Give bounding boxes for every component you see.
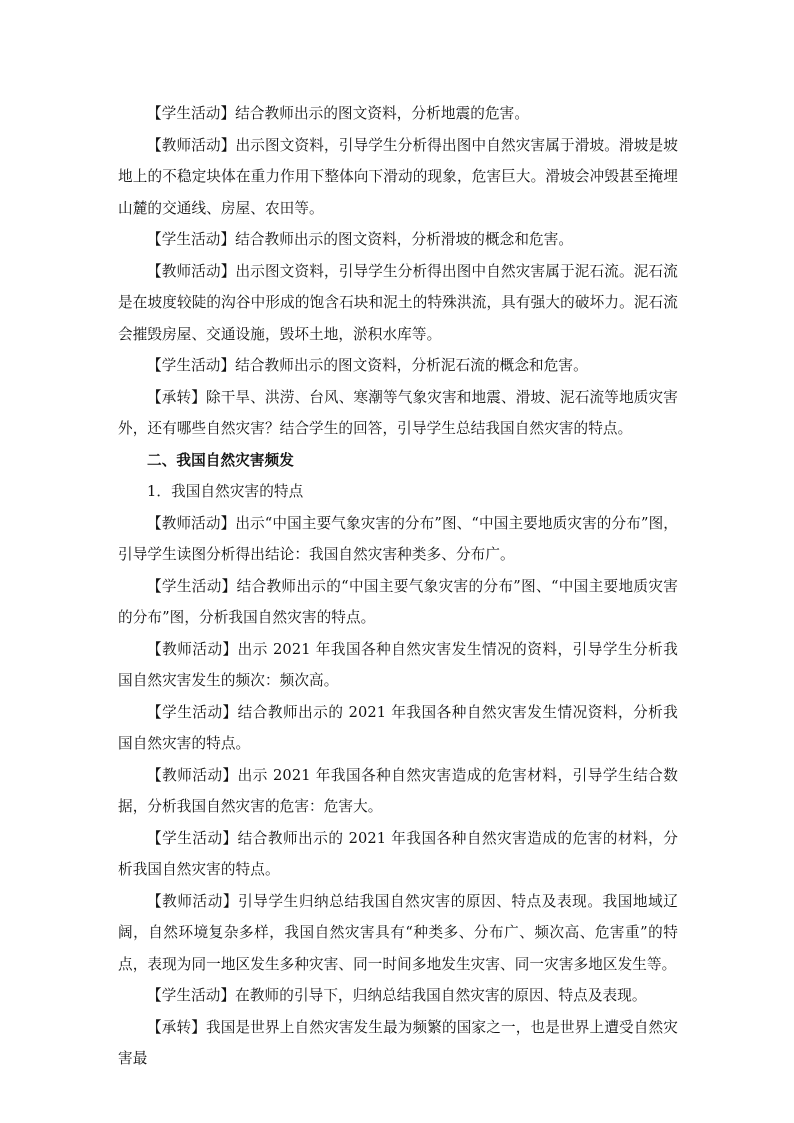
document-body [118,98,678,1075]
paragraph-student-activity-summary: 【学生活动】在教师的引导下，归纳总结我国自然灾害的原因、特点及表现。 [147,987,647,1004]
paragraph-student-activity-damage: 【学生活动】结合教师出示的 2021 年我国各种自然灾害造成的危害的材料，分析我国自然灾害的特点。 [118,829,678,878]
paragraph-student-activity-landslide: 【学生活动】结合教师出示的图文资料，分析滑坡的概念和危害。 [147,231,574,248]
paragraph-student-activity-frequency: 【学生活动】结合教师出示的 2021 年我国各种自然灾害发生情况资料，分析我国自然灾害的特点。 [118,703,678,752]
paragraph-transition-2: 【承转】我国是世界上自然灾害发生最为频繁的国家之一，也是世界上遭受自然灾害最 [118,1018,678,1067]
paragraph-teacher-activity-maps: 【教师活动】出示“中国主要气象灾害的分布”图、“中国主要地质灾害的分布”图，引导学生读图分析得出结论：我国自然灾害种类多、分布广。 [118,514,678,563]
paragraph-teacher-activity-debris-flow: 【教师活动】出示图文资料，引导学生分析得出图中自然灾害属于泥石流。泥石流是在坡度较陡的沟谷中形成的饱含石块和泥土的特殊洪流，具有强大的破坏力。泥石流会摧毁房屋、交通设施，毁坏土地，淤积水库等。 [118,262,678,343]
paragraph-teacher-activity-summary: 【教师活动】引导学生归纳总结我国自然灾害的原因、特点及表现。我国地域辽阔，自然环境复杂多样，我国自然灾害具有“种类多、分布广、频次高、危害重”的特点，表现为同一地区发生多种灾害、同一时间多地发生灾害、同一灾害多地区发生等。 [118,892,678,973]
paragraph-teacher-activity-damage: 【教师活动】出示 2021 年我国各种自然灾害造成的危害材料，引导学生结合数据，分析我国自然灾害的危害：危害大。 [118,766,678,815]
section-heading: 二、我国自然灾害频发 [147,451,294,469]
paragraph-teacher-activity-frequency: 【教师活动】出示 2021 年我国各种自然灾害发生情况的资料，引导学生分析我国自然灾害发生的频次：频次高。 [118,640,678,689]
paragraph-transition-1: 【承转】除干旱、洪涝、台风、寒潮等气象灾害和地震、滑坡、泥石流等地质灾害外，还有哪些自然灾害？结合学生的回答，引导学生总结我国自然灾害的特点。 [118,388,678,437]
paragraph-student-activity-earthquake: 【学生活动】结合教师出示的图文资料，分析地震的危害。 [147,105,530,122]
paragraph-student-activity-maps: 【学生活动】结合教师出示的“中国主要气象灾害的分布”图、“中国主要地质灾害的分布”图，分析我国自然灾害的特点。 [118,577,678,626]
paragraph-student-activity-debris-flow: 【学生活动】结合教师出示的图文资料，分析泥石流的概念和危害。 [147,357,588,374]
subsection-heading: 1．我国自然灾害的特点 [147,483,304,500]
paragraph-teacher-activity-landslide: 【教师活动】出示图文资料，引导学生分析得出图中自然灾害属于滑坡。滑坡是坡地上的不稳定块体在重力作用下整体向下滑动的现象，危害巨大。滑坡会冲毁甚至掩埋山麓的交通线、房屋、农田等。 [118,136,678,217]
